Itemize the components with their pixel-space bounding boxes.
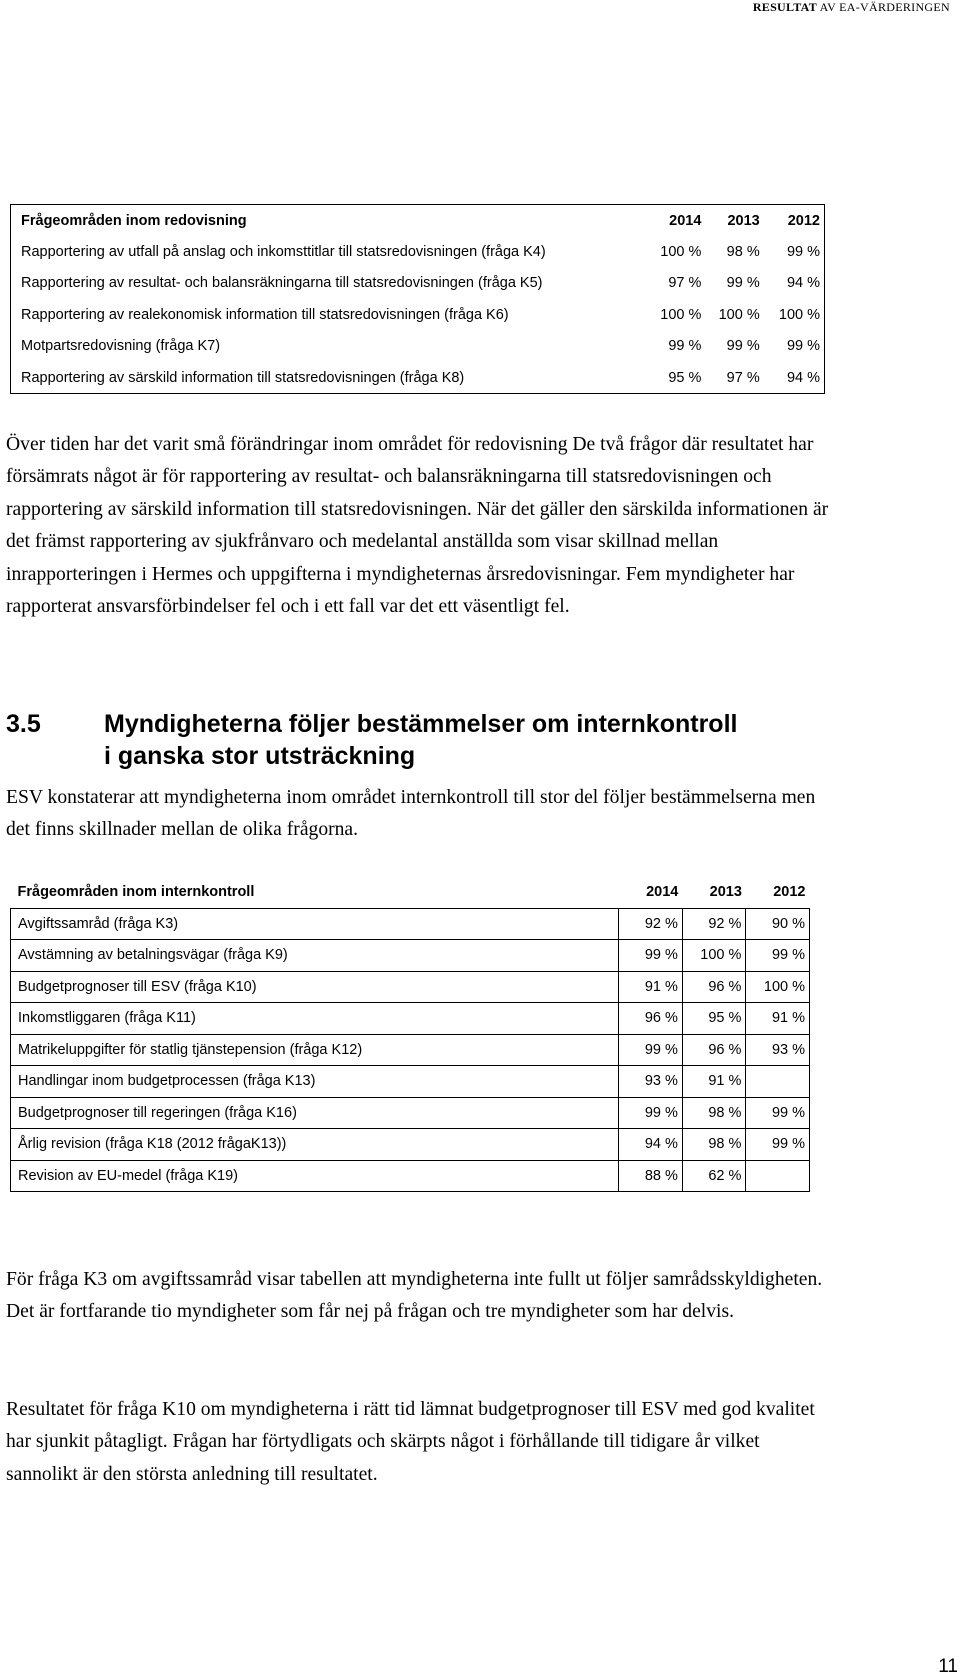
year-2013: 2013: [709, 884, 742, 901]
row-label: Inkomstliggaren (fråga K11): [11, 1003, 619, 1035]
year-2012: 2012: [787, 212, 820, 229]
row-value: 91 %: [746, 1003, 810, 1035]
row-value: 99 %: [786, 338, 820, 355]
row-label: Motpartsredovisning (fråga K7): [21, 338, 221, 355]
table-row: [11, 331, 825, 363]
row-value: 95 %: [682, 1003, 746, 1035]
year-2014: 2014: [646, 884, 679, 901]
table-row: [11, 1097, 810, 1129]
row-label: Budgetprognoser till ESV (fråga K10): [11, 971, 619, 1003]
table-row: [11, 1003, 810, 1035]
running-header-bold: RESULTAT: [752, 0, 818, 14]
row-value: 100 %: [746, 971, 810, 1003]
row-label: Handlingar inom budgetprocessen (fråga K13): [11, 1066, 619, 1098]
table-row: [11, 299, 825, 331]
row-value: 94 %: [786, 369, 820, 386]
row-value: 90 %: [746, 908, 810, 940]
running-header-rest: AV EA-VÄRDERINGEN: [817, 0, 950, 14]
row-value: 93 %: [746, 1034, 810, 1066]
table-row: [11, 971, 810, 1003]
row-value: 99 %: [619, 940, 683, 972]
row-label: Matrikeluppgifter för statlig tjänstepension (fråga K12): [11, 1034, 619, 1066]
row-value: 97 %: [726, 369, 760, 386]
row-value: 92 %: [682, 908, 746, 940]
table-header-label: Frågeområden inom internkontroll: [17, 884, 255, 901]
section-title: Myndigheterna följer bestämmelser om internkontroll i ganska stor utsträckning: [104, 710, 738, 770]
row-value: [746, 1160, 810, 1192]
table-row: [11, 362, 825, 394]
row-value: 99 %: [746, 940, 810, 972]
row-value: 99 %: [619, 1034, 683, 1066]
table-header-row: [11, 877, 810, 908]
row-value: [746, 1066, 810, 1098]
row-value: 94 %: [786, 275, 820, 292]
row-label: Budgetprognoser till regeringen (fråga K16): [11, 1097, 619, 1129]
row-value: 100 %: [682, 940, 746, 972]
row-value: 88 %: [619, 1160, 683, 1192]
running-header: [753, 0, 950, 15]
row-label: Rapportering av särskild information till statsredovisningen (fråga K8): [21, 369, 465, 386]
row-value: 92 %: [619, 908, 683, 940]
paragraph-k3: För fråga K3 om avgiftssamråd visar tabellen att myndigheterna inte fullt ut följer samrådsskyldigheten. Det är fortfarande tio myndigheter som får nej på frågan och tre myndigheter som har delvis.: [6, 1269, 823, 1323]
table-row: [11, 1129, 810, 1161]
row-value: 100 %: [660, 243, 702, 260]
paragraph-k10: Resultatet för fråga K10 om myndigheterna i rätt tid lämnat budgetprognoser till ESV med god kvalitet har sjunkit påtagligt. Frågan har förtydligats och skärpts något i förhållande till tidigare år vilket sannolikt är den största anledning till resultatet.: [6, 1399, 815, 1485]
row-value: 91 %: [619, 971, 683, 1003]
table-header-row: [11, 205, 825, 237]
row-value: 99 %: [619, 1097, 683, 1129]
row-label: Rapportering av realekonomisk information till statsredovisningen (fråga K6): [21, 306, 509, 323]
row-label: Avstämning av betalningsvägar (fråga K9): [11, 940, 619, 972]
table-row: [11, 236, 825, 268]
row-value: 99 %: [786, 243, 820, 260]
table-row: [11, 908, 810, 940]
row-label: Rapportering av resultat- och balansräkningarna till statsredovisningen (fråga K5): [21, 275, 543, 292]
table-row: [11, 1034, 810, 1066]
table-internkontroll: [10, 877, 810, 1192]
row-value: 96 %: [619, 1003, 683, 1035]
row-value: 96 %: [682, 971, 746, 1003]
row-value: 97 %: [668, 275, 702, 292]
row-label: Revision av EU-medel (fråga K19): [11, 1160, 619, 1192]
row-label: Avgiftssamråd (fråga K3): [11, 908, 619, 940]
row-value: 91 %: [682, 1066, 746, 1098]
year-2014: 2014: [669, 212, 702, 229]
row-value: 94 %: [619, 1129, 683, 1161]
year-2012: 2012: [773, 884, 806, 901]
page-number: 11: [938, 1656, 958, 1677]
row-value: 98 %: [726, 243, 760, 260]
row-value: 100 %: [718, 306, 760, 323]
row-value: 93 %: [619, 1066, 683, 1098]
row-value: 99 %: [726, 338, 760, 355]
paragraph-redovisning: Över tiden har det varit små förändringar inom området för redovisning De två frågor där resultatet har försämrats något är för rapportering av resultat- och balansräkningarna till statsredovisningen och rapportering av särskild information till statsredovisningen. När det gäller den särskilda informationen är det främst rapportering av sjukfrånvaro och medelantal anställda som visar skillnad mellan inrapporteringen i Hermes och uppgifterna i myndigheternas årsredovisningar. Fem myndigheter har rapporterat ansvarsförbindelser fel och i ett fall var det ett väsentligt fel.: [6, 434, 829, 618]
table-row: [11, 1066, 810, 1098]
table-row: [11, 940, 810, 972]
section-number: 3.5: [6, 710, 41, 738]
row-value: 100 %: [660, 306, 702, 323]
table-row: [11, 1160, 810, 1192]
table-header-label: Frågeområden inom redovisning: [21, 212, 247, 229]
row-value: 98 %: [682, 1097, 746, 1129]
row-value: 98 %: [682, 1129, 746, 1161]
row-value: 99 %: [746, 1097, 810, 1129]
row-value: 62 %: [682, 1160, 746, 1192]
paragraph-internkontroll-intro: ESV konstaterar att myndigheterna inom området internkontroll till stor del följer bestämmelserna men det finns skillnader mellan de olika frågorna.: [6, 787, 816, 841]
row-value: 95 %: [668, 369, 702, 386]
row-value: 99 %: [746, 1129, 810, 1161]
section-heading: [6, 708, 744, 772]
row-value: 100 %: [778, 306, 820, 323]
row-label: Rapportering av utfall på anslag och inkomsttitlar till statsredovisningen (fråga K4): [21, 243, 546, 260]
row-value: 96 %: [682, 1034, 746, 1066]
year-2013: 2013: [727, 212, 760, 229]
row-label: Årlig revision (fråga K18 (2012 frågaK13)): [11, 1129, 619, 1161]
table-redovisning: [10, 204, 825, 394]
row-value: 99 %: [726, 275, 760, 292]
row-value: 99 %: [668, 338, 702, 355]
table-row: [11, 268, 825, 300]
